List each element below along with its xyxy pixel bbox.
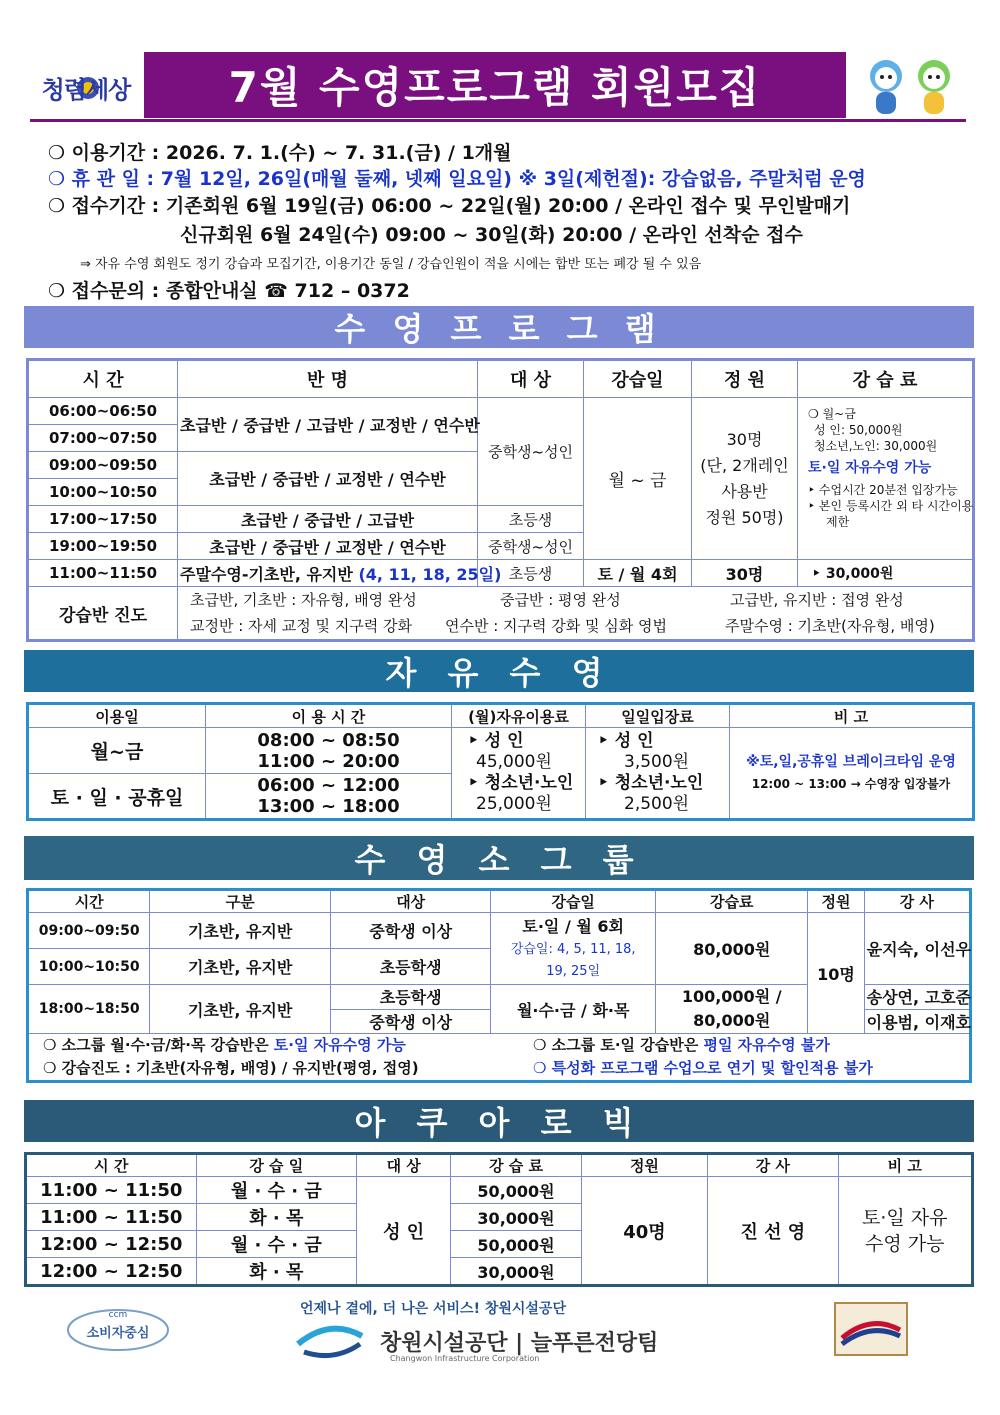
closed-info: ❍ 휴 관 일 : 7월 12일, 26일(매월 둘째, 넷째 일요일) ※ 3일(제헌절): 강습없음, 주말처럼 운영 bbox=[48, 168, 866, 190]
header-day: 이용일 bbox=[28, 704, 206, 728]
weekday-cell: 월~금 bbox=[28, 728, 206, 774]
swim-program-table bbox=[26, 358, 975, 642]
days-cell: 토 / 월 4회 bbox=[584, 560, 692, 587]
note-cell: 토·일 자유 수영 가능 bbox=[838, 1177, 972, 1286]
company-logo-icon bbox=[290, 1322, 370, 1362]
footer-company-en: Changwon Infrastructure Corporation bbox=[390, 1354, 540, 1363]
free-note-cell: ※토,일,공휴일 브레이크타임 운영 12:00 ~ 13:00 → 수영장 입장불가 bbox=[730, 728, 974, 820]
instructor-cell: 이용범, 이재호 bbox=[864, 1009, 970, 1034]
weekend-cell: 토 · 일 · 공휴일 bbox=[28, 774, 206, 820]
weekday-days-cell: 월·수·금 / 화·목 bbox=[491, 985, 656, 1034]
target-cell: 성 인 bbox=[357, 1177, 451, 1286]
ccm-label: 소비자중심 bbox=[86, 1326, 150, 1341]
time-cell: 19:00~19:50 bbox=[28, 533, 178, 560]
header-note: 비 고 bbox=[838, 1154, 972, 1177]
small-group-table bbox=[26, 888, 972, 1083]
header-divider bbox=[30, 119, 966, 122]
header-monthly-fee: (월)자유이용료 bbox=[452, 704, 586, 728]
daily-fee-cell: ‣ 성 인 3,500원 ‣ 청소년·노인 2,500원 bbox=[586, 728, 730, 820]
fee-cell: 50,000원 bbox=[451, 1231, 581, 1258]
time-cell: 07:00~07:50 bbox=[28, 425, 178, 452]
type-cell: 기초반, 유지반 bbox=[150, 949, 331, 985]
instructor-cell: 송상연, 고호준 bbox=[864, 985, 970, 1010]
capacity-cell: 30명 (단, 2개레인 사용반 정원 50명) bbox=[692, 398, 798, 560]
fee-cell: 50,000원 bbox=[451, 1177, 581, 1204]
header-time: 이 용 시 간 bbox=[206, 704, 452, 728]
days-cell: 화 · 목 bbox=[196, 1258, 357, 1286]
fee-cell: ❍ 월~금 성 인: 50,000원 청소년,노인: 30,000원 토·일 자유수영 가능 ‣ 수업시간 20분전 입장가능 ‣ 본인 등록시간 외 타 시간이용 제한 bbox=[798, 398, 974, 560]
weekday-fee-cell: 100,000원 / 80,000원 bbox=[655, 985, 807, 1034]
weekend-instructor-cell: 윤지숙, 이선우 bbox=[864, 913, 970, 985]
header-fee: 강 습 료 bbox=[451, 1154, 581, 1177]
fee-cell: ‣ 30,000원 bbox=[798, 560, 974, 587]
target-cell: 중학생~성인 bbox=[478, 533, 584, 560]
section-small-group: 수 영 소 그 룹 bbox=[24, 836, 974, 880]
fee-free-swim-note: 토·일 자유수영 가능 bbox=[808, 460, 932, 476]
target-cell: 초등생 bbox=[478, 560, 584, 587]
logo-text: 청렴세상 bbox=[41, 75, 131, 104]
page-title: 7월 수영프로그램 회원모집 bbox=[144, 52, 846, 118]
header-class: 반 명 bbox=[178, 360, 478, 398]
time-cell: 12:00 ~ 12:50 bbox=[26, 1258, 197, 1286]
header-fee: 강 습 료 bbox=[798, 360, 974, 398]
section-aqua: 아 쿠 아 로 빅 bbox=[24, 1100, 974, 1142]
capacity-cell: 30명 bbox=[692, 560, 798, 587]
header-type: 구분 bbox=[150, 890, 331, 913]
ccm-top-label: ccm bbox=[108, 1310, 128, 1320]
header-time: 시 간 bbox=[26, 1154, 197, 1177]
integrity-logo bbox=[36, 56, 136, 120]
target-cell: 중학생 이상 bbox=[330, 1009, 491, 1034]
monthly-fee-cell: ‣ 성 인 45,000원 ‣ 청소년·노인 25,000원 bbox=[452, 728, 586, 820]
mascot-icon bbox=[858, 54, 962, 120]
period-info: ❍ 이용기간 : 2026. 7. 1.(수) ~ 7. 31.(금) / 1개월 bbox=[48, 142, 512, 164]
header-instructor: 강 사 bbox=[708, 1154, 838, 1177]
header-capacity: 정원 bbox=[581, 1154, 707, 1177]
time-cell: 10:00~10:50 bbox=[28, 479, 178, 506]
time-cell: 11:00 ~ 11:50 bbox=[26, 1204, 197, 1231]
header-instructor: 강 사 bbox=[864, 890, 970, 913]
capacity-cell: 40명 bbox=[581, 1177, 707, 1286]
progress-label: 강습반 진도 bbox=[28, 587, 178, 641]
time-cell: 06:00~06:50 bbox=[28, 398, 178, 425]
header-note: 비 고 bbox=[730, 704, 974, 728]
section-swim-program: 수 영 프 로 그 램 bbox=[24, 306, 974, 348]
target-cell: 중학생 이상 bbox=[330, 913, 491, 949]
header-target: 대 상 bbox=[357, 1154, 451, 1177]
certification-seal-icon bbox=[834, 1302, 908, 1356]
class-cell: 초급반 / 중급반 / 고급반 / 교정반 / 연수반 bbox=[178, 398, 478, 452]
weekend-days-cell: 토·일 / 월 6회 강습일: 4, 5, 11, 18, 19, 25일 bbox=[491, 913, 656, 985]
header-time: 시 간 bbox=[28, 360, 178, 398]
time-cell: 11:00 ~ 11:50 bbox=[26, 1177, 197, 1204]
time-cell: 11:00~11:50 bbox=[28, 560, 178, 587]
header-target: 대 상 bbox=[478, 360, 584, 398]
footer-slogan: 언제나 곁에, 더 나은 서비스! 창원시설공단 bbox=[300, 1301, 566, 1317]
fee-cell: 30,000원 bbox=[451, 1258, 581, 1286]
capacity-cell: 10명 bbox=[808, 913, 864, 1034]
days-cell: 월 · 수 · 금 bbox=[196, 1231, 357, 1258]
header-days: 강 습 일 bbox=[196, 1154, 357, 1177]
days-cell: 월 ~ 금 bbox=[584, 398, 692, 560]
weekday-times: 08:00 ~ 08:50 11:00 ~ 20:00 bbox=[206, 728, 452, 774]
aqua-table bbox=[24, 1152, 974, 1287]
days-cell: 화 · 목 bbox=[196, 1204, 357, 1231]
header-days: 강습일 bbox=[584, 360, 692, 398]
time-cell: 17:00~17:50 bbox=[28, 506, 178, 533]
header-capacity: 정원 bbox=[808, 890, 864, 913]
weekend-class-cell: 주말수영-기초반, 유지반 (4, 11, 18, 25일) bbox=[178, 560, 478, 587]
target-cell: 초등학생 bbox=[330, 949, 491, 985]
header-capacity: 정 원 bbox=[692, 360, 798, 398]
target-cell: 중학생~성인 bbox=[478, 398, 584, 506]
type-cell: 기초반, 유지반 bbox=[150, 985, 331, 1034]
reception-info-existing: ❍ 접수기간 : 기존회원 6월 19일(금) 06:00 ~ 22일(월) 20:00 / 온라인 접수 및 무인발매기 bbox=[48, 195, 851, 217]
weekend-times: 06:00 ~ 12:00 13:00 ~ 18:00 bbox=[206, 774, 452, 820]
reception-info-new: 신규회원 6월 24일(수) 09:00 ~ 30일(화) 20:00 / 온라인 선착순 접수 bbox=[180, 224, 803, 246]
free-swim-note: ⇒ 자유 수영 회원도 정기 강습과 모집기간, 이용기간 동일 / 강습인원이 적을 시에는 합반 또는 폐강 될 수 있음 bbox=[80, 257, 702, 272]
group-notes: ❍ 소그룹 월·수·금/화·목 강습반은 토·일 자유수영 가능 ❍ 소그룹 토·일 강습반은 평일 자유수영 불가 ❍ 강습진도 : 기초반(자유형, 배영) / 유지반(평영, 접영) ❍ 특성화 프로그램 수업으로 연기 및 할인적용 불가 bbox=[28, 1034, 971, 1082]
time-cell: 10:00~10:50 bbox=[28, 949, 150, 985]
days-cell: 월 · 수 · 금 bbox=[196, 1177, 357, 1204]
time-cell: 18:00~18:50 bbox=[28, 985, 150, 1034]
class-cell: 초급반 / 중급반 / 교정반 / 연수반 bbox=[178, 452, 478, 506]
progress-cell: 초급반, 기초반 : 자유형, 배영 완성 중급반 : 평영 완성 고급반, 유지반 : 접영 완성 교정반 : 자세 교정 및 지구력 강화 연수반 : 지구력 강화 및 심화 영법 주말수영 : 기초반(자유형, 배영) bbox=[178, 587, 974, 641]
section-free-swim: 자 유 수 영 bbox=[24, 650, 974, 692]
contact-info: ❍ 접수문의 : 종합안내실 ☎ 712 – 0372 bbox=[48, 280, 410, 302]
time-cell: 09:00~09:50 bbox=[28, 452, 178, 479]
header-time: 시간 bbox=[28, 890, 150, 913]
instructor-cell: 진 선 영 bbox=[708, 1177, 838, 1286]
fee-cell: 30,000원 bbox=[451, 1204, 581, 1231]
weekend-fee-cell: 80,000원 bbox=[655, 913, 807, 985]
target-cell: 초등생 bbox=[478, 506, 584, 533]
header-days: 강습일 bbox=[491, 890, 656, 913]
header-target: 대상 bbox=[330, 890, 491, 913]
header-fee: 강습료 bbox=[655, 890, 807, 913]
time-cell: 12:00 ~ 12:50 bbox=[26, 1231, 197, 1258]
footer-company: 창원시설공단 | 늘푸른전당팀 bbox=[380, 1331, 659, 1356]
ccm-badge bbox=[64, 1300, 172, 1356]
time-cell: 09:00~09:50 bbox=[28, 913, 150, 949]
type-cell: 기초반, 유지반 bbox=[150, 913, 331, 949]
target-cell: 초등학생 bbox=[330, 985, 491, 1010]
free-swim-table bbox=[26, 702, 975, 821]
class-cell: 초급반 / 중급반 / 교정반 / 연수반 bbox=[178, 533, 478, 560]
class-cell: 초급반 / 중급반 / 고급반 bbox=[178, 506, 478, 533]
header-daily-fee: 일일입장료 bbox=[586, 704, 730, 728]
